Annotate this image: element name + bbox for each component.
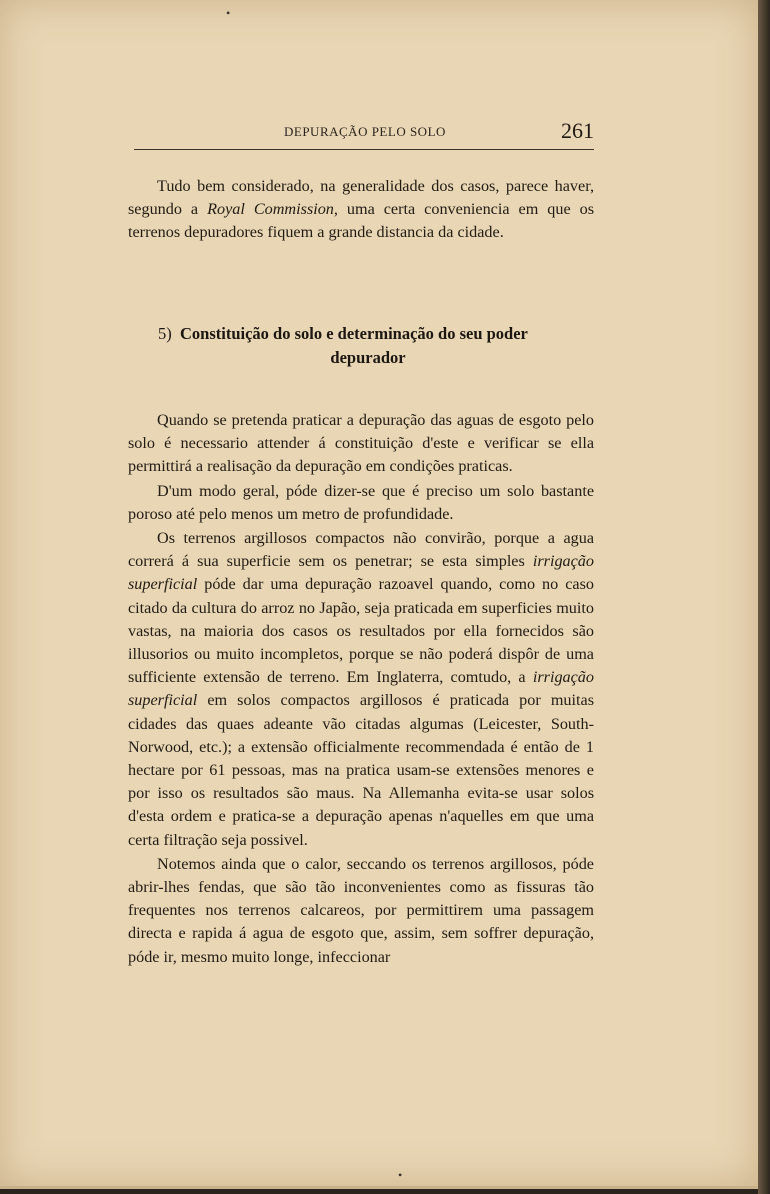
paragraph-4: Notemos ainda que o calor, seccando os terrenos argillosos, póde abrir-lhes fendas, que são tão inconvenientes como as fissuras tão frequentes nos terrenos calcareos, por permittirem uma passagem directa e rapida á agua de esgoto que, assim, sem soffrer depuração, póde ir, mesmo muito longe, infeccionar [128, 854, 594, 966]
p3-text-e: em solos compactos argillosos é praticada por muitas cidades das quaes adeante vão citadas algumas (Leicester, South-Norwood, etc.); a extensão officialmente recommendada é então de 1 hectare por 61 pessoas, mas na pratica usam-se extensões menores e por isso os resultados são maus. Na Allemanha evita-se usar solos d'esta ordem e pratica-se a depuração apenas n'aquelles em que uma certa filtração seja possivel. [128, 691, 594, 849]
running-head: DEPURAÇÃO PELO SOLO [284, 124, 446, 139]
section-number: 5) [158, 324, 172, 343]
intro-paragraph [128, 175, 594, 245]
section-title-line2: depurador [330, 348, 406, 367]
section-heading [128, 322, 594, 370]
ink-speck: • [226, 6, 231, 20]
intro-text-1: Tudo bem considerado, na generalidade dos casos, parece haver, segundo a [128, 177, 594, 219]
p3-text-c: póde dar uma depuração razoavel quando, como no caso citado da cultura do arroz no Japão, seja praticada em superficies muito vastas, na maioria dos casos os resultados por ella fornecidos são illusorios ou muito incompletos, porque se não poderá dispôr de uma sufficiente extensão de terreno. Em Inglaterra, comtudo, a [128, 575, 594, 687]
header-rule [134, 149, 594, 150]
page-edge [758, 0, 770, 1194]
p3-text-a: Os terrenos argillosos compactos não convirão, porque a agua correrá á sua superficie sem os penetrar; se esta simples [128, 529, 594, 571]
paragraph-3 [128, 527, 594, 852]
ink-speck: • [398, 1168, 403, 1182]
page-number: 261 [561, 118, 594, 143]
page-header [134, 118, 594, 154]
body-text [128, 409, 594, 969]
p3-emphasis-2: irrigação superficial [128, 668, 594, 710]
paragraph-1: Quando se pretenda praticar a depuração das aguas de esgoto pelo solo é necessario attender á constituição d'este e verificar se ella permittirá a realisação da depuração em condições praticas. [128, 411, 594, 476]
intro-emphasis: Royal Commission, [207, 200, 338, 219]
intro-text-2: uma certa conveniencia em que os terrenos depuradores fiquem a grande distancia da cidade. [128, 200, 595, 242]
section-title-line1: Constituição do solo e determinação do seu poder [180, 324, 528, 343]
p3-emphasis-1: irrigação superficial [128, 552, 594, 594]
paragraph-2: D'um modo geral, póde dizer-se que é preciso um solo bastante poroso até pelo menos um metro de profundidade. [128, 481, 594, 523]
